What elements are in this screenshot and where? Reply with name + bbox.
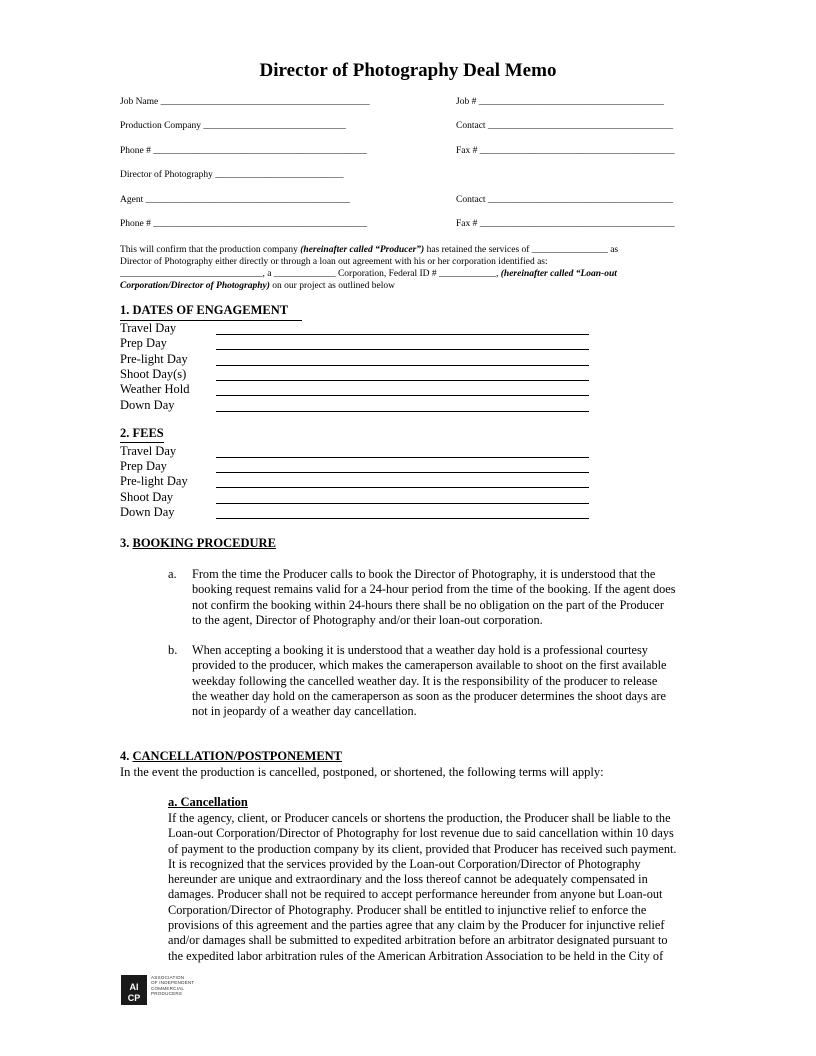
fees-item: Prep Day [120,459,167,473]
section-booking-heading: 3. BOOKING PROCEDURE [120,536,276,550]
fees-pre-light-day-line[interactable] [216,487,589,488]
section-dates-heading: 1. DATES OF ENGAGEMENT [120,303,289,317]
field-agent-fax[interactable]: Fax # _________________________________________ [456,219,675,229]
dates-down-day-line[interactable] [216,411,589,412]
fees-item: Travel Day [120,444,177,458]
dates-prep-day-line[interactable] [216,349,589,350]
field-job-number[interactable]: Job # _______________________________________ [456,97,664,107]
document-title: Director of Photography Deal Memo [259,60,557,81]
field-director-of-photography[interactable]: Director of Photography ___________________________ [120,170,344,180]
dates-item: Shoot Day(s) [120,367,187,381]
field-agent[interactable]: Agent ___________________________________________ [120,195,350,205]
fees-prep-day-line[interactable] [216,472,589,473]
intro-line-2: Director of Photography either directly or through a loan out agreement with his or her corporation identified as: [120,257,548,267]
fees-item: Down Day [120,505,175,519]
field-production-company[interactable]: Production Company ______________________________ [120,121,346,131]
dates-travel-day-line[interactable] [216,334,589,335]
booking-item-b-text: When accepting a booking it is understood that a weather day hold is a professional courtesy provided to the producer, which makes the cameraperson available to shoot on the first available weekday following the cancelled weather day. It is the responsibility of the producer to release the weather day hold on the cameraperson as soon as the producer determines the shoot days are not in jeopardy of a weather day cancellation. [192,643,667,719]
dates-item: Pre-light Day [120,352,188,366]
logo-mark-top: AI [129,982,139,992]
fees-down-day-line[interactable] [216,518,589,519]
cancellation-text: If the agency, client, or Producer cancels or shortens the production, the Producer shall be liable to the Loan-out Corporation/Director of Photography for lost revenue due to said cancellation within 10 days of payment to the production company by its client, provided that Producer has received such payment. It is recognized that the services provided by the Loan-out Corporation/Director of Photography hereunder are unique and extraordinary and the loss thereof cannot be adequately compensated in damages. Producer shall not be required to accept performance hereunder from anyone but Loan-out Corporation/Director of Photography. Producer shall be entitled to injunctive relief to enforce the provisions of this agreement and the parties agree that any claim by the Producer for injunctive relief and/or damages shall be submitted to expedited arbitration before an arbitrator designated pursuant to the expedited labor arbitration rules of the American Arbitration Association to be held in the City of [168,811,677,963]
dates-item: Weather Hold [120,382,190,396]
fees-item: Shoot Day [120,490,174,504]
field-job-name[interactable]: Job Name ____________________________________________ [120,97,370,107]
dates-pre-light-day-line[interactable] [216,365,589,366]
cancellation-subheading: a. Cancellation [168,795,248,809]
field-agent-phone[interactable]: Phone # _____________________________________________ [120,219,367,229]
field-phone[interactable]: Phone # _____________________________________________ [120,146,367,156]
logo-mark-bottom: CP [127,993,141,1003]
section-cancellation-heading: 4. CANCELLATION/POSTPONEMENT [120,749,343,763]
booking-item-a-text: From the time the Producer calls to book the Director of Photography, it is understood that the booking request remains valid for a 24-hour period from the time of the booking. If the agent does not confirm the booking within 24-hours there shall be no obligation on the part of the Producer to the agent, Director of Photography and/or their loan-out corporation. [192,567,676,627]
intro-line-1: This will confirm that the production company (hereinafter called “Producer”) has retained the services of ________________ as [120,245,619,255]
dates-weather-hold-line[interactable] [216,395,589,396]
booking-item-b-marker: b. [168,643,178,657]
fees-travel-day-line[interactable] [216,457,589,458]
intro-line-3: ______________________________, a _____________ Corporation, Federal ID # ____________, (hereinafter called “Loan-out [120,269,617,279]
cancellation-intro: In the event the production is cancelled, postponed, or shortened, the following terms will apply: [120,765,604,779]
dates-item: Down Day [120,398,175,412]
dates-item: Prep Day [120,336,167,350]
field-agent-contact[interactable]: Contact _______________________________________ [456,195,674,205]
dates-shoot-days-line[interactable] [216,380,589,381]
booking-item-a-marker: a. [168,567,177,581]
dates-item: Travel Day [120,321,177,335]
logo-text: ASSOCIATION OF INDEPENDENT COMMERCIAL PRODUCERS [151,975,195,997]
intro-line-4: Corporation/Director of Photography) on our project as outlined below [120,281,395,291]
aicp-logo-icon [121,975,147,1005]
fees-shoot-day-line[interactable] [216,503,589,504]
section-fees-heading-rule [120,442,164,443]
field-fax[interactable]: Fax # _________________________________________ [456,146,675,156]
section-fees-heading: 2. FEES [120,426,164,440]
fees-item: Pre-light Day [120,474,188,488]
field-contact[interactable]: Contact _______________________________________ [456,121,674,131]
